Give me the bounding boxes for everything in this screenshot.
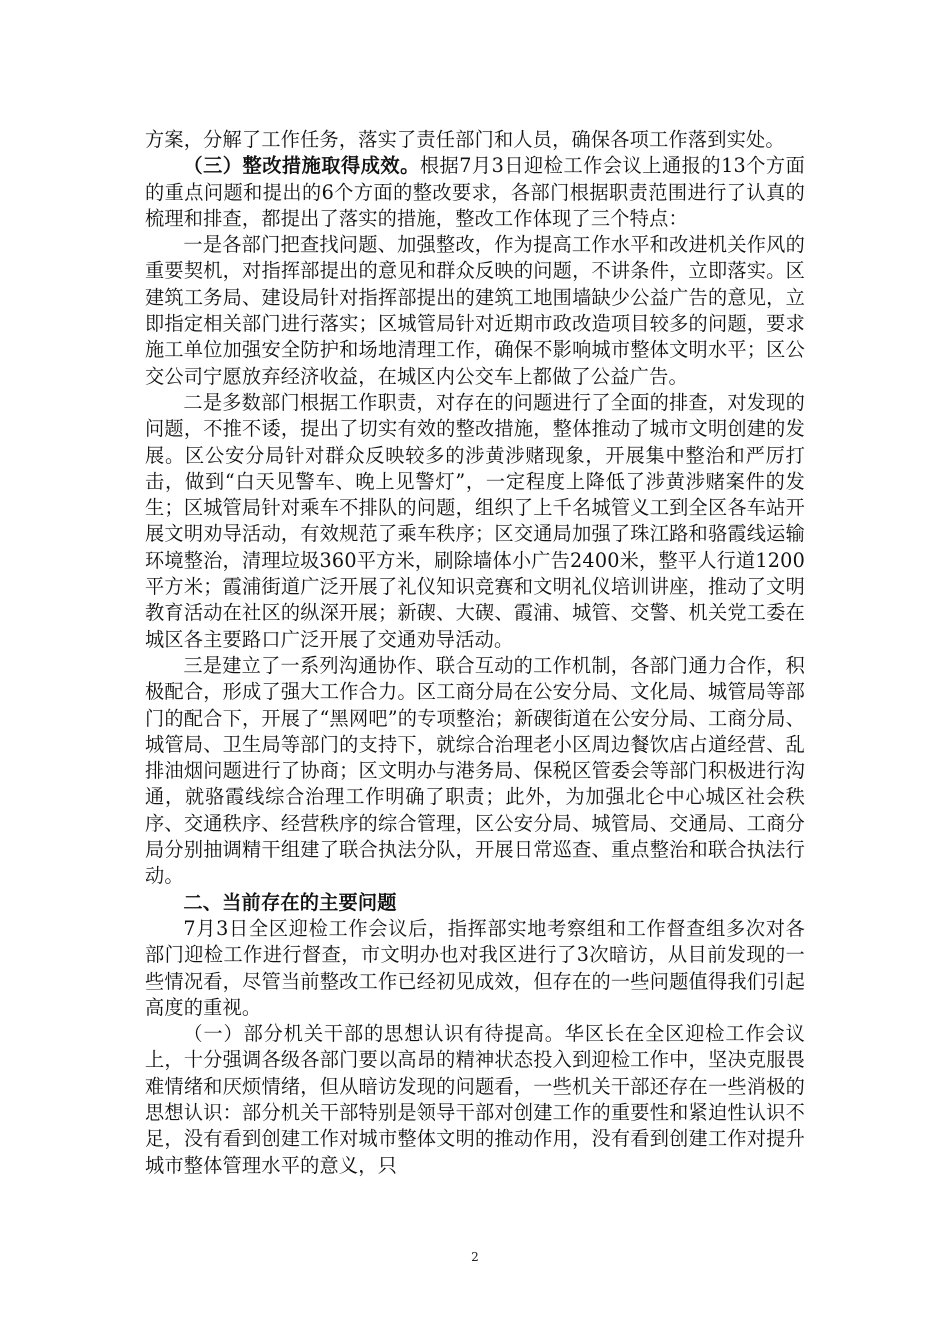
- paragraph-point-three: 三是建立了一系列沟通协作、联合互动的工作机制，各部门通力合作，积极配合，形成了强大工作合力。区工商分局在公安分局、文化局、城管局等部门的配合下，开展了“黑网吧”的专项整治；新碶街道在公安分局、工商分局、城管局、卫生局等部门的支持下，就综合治理老小区周边餐饮店占道经营、乱排油烟问题进行了协商；区文明办与港务局、保税区管委会等部门积极进行沟通，就骆霞线综合治理工作明确了职责；此外，为加强北仑中心城区社会秩序、交通秩序、经营秩序的综合管理，区公安分局、城管局、交通局、工商分局分别抽调精干组建了联合执法分队，开展日常巡查、重点整治和联合执法行动。: [145, 653, 805, 888]
- section-heading: 二、当前存在的主要问题: [183, 890, 397, 914]
- paragraph-continuation: 方案，分解了工作任务，落实了责任部门和人员，确保各项工作落到实处。: [145, 128, 785, 151]
- paragraph-text: 根据7月3日迎检工作会议上通报的13个方面的重点问题和提出的6个方面的整改要求，各部门根据职责范围进行了认真的梳理和排查，都提出了落实的措施，整改工作体现了三个特点：: [145, 154, 805, 230]
- paragraph-point-two: 二是多数部门根据工作职责，对存在的问题进行了全面的排查，对发现的问题，不推不诿，提出了切实有效的整改措施，整体推动了城市文明创建的发展。区公安分局针对群众反映较多的涉黄涉赌现象，开展集中整治和严厉打击，做到“白天见警车、晚上见警灯”，一定程度上降低了涉黄涉赌案件的发生；区城管局针对乘车不排队的问题，组织了上千名城管义工到全区各车站开展文明劝导活动，有效规范了乘车秩序；区交通局加强了珠江路和骆霞线运输环境整治，清理垃圾360平方米，刷除墙体小广告2400米，整平人行道1200平方米；霞浦街道广泛开展了礼仪知识竞赛和文明礼仪培训讲座，推动了文明教育活动在社区的纵深开展；新碶、大碶、霞浦、城管、交警、机关党工委在城区各主要路口广泛开展了交通劝导活动。: [145, 390, 805, 651]
- paragraph-section-three: [145, 153, 805, 232]
- paragraph-problem-one: [145, 1021, 805, 1179]
- paragraph-point-one: 一是各部门把查找问题、加强整改，作为提高工作水平和改进机关作风的重要契机，对指挥部提出的意见和群众反映的问题，不讲条件，立即落实。区建筑工务局、建设局针对指挥部提出的建筑工地围墙缺少公益广告的意见，立即指定相关部门进行落实；区城管局针对近期市政改造项目较多的问题，要求施工单位加强安全防护和场地清理工作，确保不影响城市整体文明水平；区公交公司宁愿放弃经济收益，在城区内公交车上都做了公益广告。: [145, 233, 805, 388]
- paragraph-lead: （三）整改措施取得成效。: [183, 154, 420, 178]
- paragraph-text: 华区长在全区迎检工作会议上，十分强调各级各部门要以高昂的精神状态投入到迎检工作中，坚决克服畏难情绪和厌烦情绪，但从暗访发现的问题看，一些机关干部还存在一些消极的思想认识：部分机关干部特别是领导干部对创建工作的重要性和紧迫性认识不足，没有看到创建工作对城市整体文明的推动作用，没有看到创建工作对提升城市整体管理水平的意义，只: [145, 1022, 805, 1177]
- paragraph-lead: （一）部分机关干部的思想认识有待提高。: [183, 1022, 565, 1046]
- document-body: [145, 127, 805, 1179]
- paragraph-problems-intro: 7月3日全区迎检工作会议后，指挥部实地考察组和工作督查组多次对各部门迎检工作进行督查，市文明办也对我区进行了3次暗访，从目前发现的一些情况看，尽管当前整改工作已经初见成效，但存在的一些问题值得我们引起高度的重视。: [145, 916, 805, 1019]
- page-number: 2: [471, 1250, 479, 1264]
